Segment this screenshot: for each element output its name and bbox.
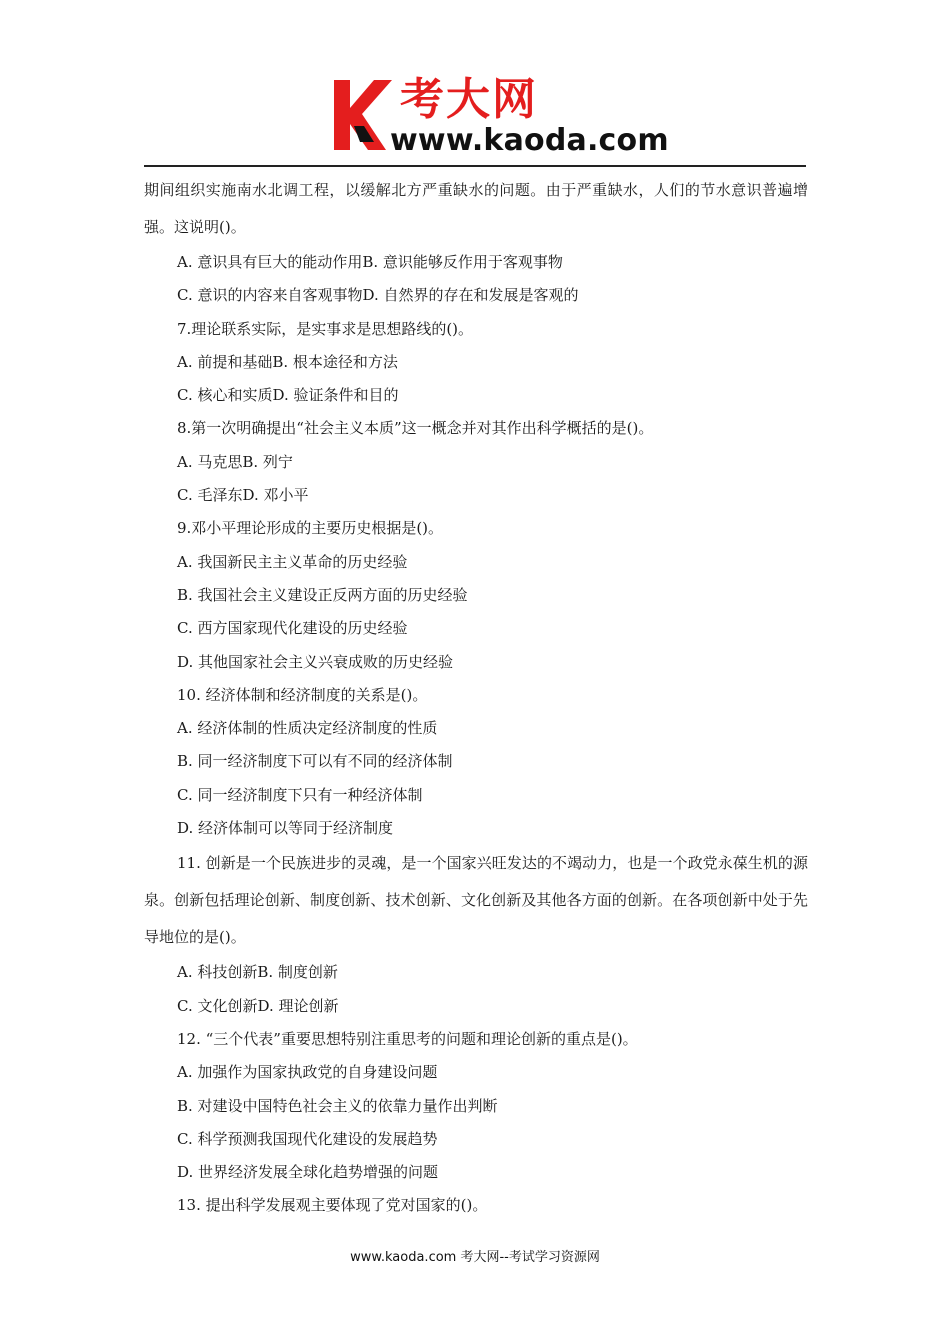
logo-k-icon: [330, 74, 396, 154]
logo-url: www.kaoda.com: [390, 123, 669, 158]
header-divider: [144, 165, 806, 167]
question-12-option-b: B. 对建设中国特色社会主义的依靠力量作出判断: [177, 1096, 498, 1115]
question-9-option-d: D. 其他国家社会主义兴衰成败的历史经验: [177, 652, 454, 671]
question-10-option-a: A. 经济体制的性质决定经济制度的性质: [177, 719, 438, 738]
question-10-option-b: B. 同一经济制度下可以有不同的经济体制: [177, 752, 453, 771]
question-12-option-c: C. 科学预测我国现代化建设的发展趋势: [177, 1129, 438, 1148]
question-6-stem-continued: 期间组织实施南水北调工程，以缓解北方严重缺水的问题。由于严重缺水，人们的节水意识普遍增强。这说明()。: [144, 181, 808, 236]
question-7-options-cd: C. 核心和实质D. 验证条件和目的: [177, 386, 399, 405]
question-8-options-ab: A. 马克思B. 列宁: [177, 452, 293, 471]
question-11-options-ab: A. 科技创新B. 制度创新: [177, 963, 338, 982]
question-10-option-c: C. 同一经济制度下只有一种经济体制: [177, 785, 423, 804]
question-7-stem: 7.理论联系实际，是实事求是思想路线的()。: [177, 319, 474, 338]
question-7-options-ab: A. 前提和基础B. 根本途径和方法: [177, 352, 398, 371]
question-12-stem: 12. “三个代表”重要思想特别注重思考的问题和理论创新的重点是()。: [177, 1029, 638, 1048]
question-11-options-cd: C. 文化创新D. 理论创新: [177, 996, 339, 1015]
page-footer: www.kaoda.com 考大网--考试学习资源网: [350, 1250, 600, 1265]
question-9-stem: 9.邓小平理论形成的主要历史根据是()。: [177, 519, 444, 538]
question-12-option-d: D. 世界经济发展全球化趋势增强的问题: [177, 1163, 439, 1182]
question-6-options-ab: A. 意识具有巨大的能动作用B. 意识能够反作用于客观事物: [177, 253, 563, 271]
question-9-option-c: C. 西方国家现代化建设的历史经验: [177, 619, 408, 638]
question-9-option-a: A. 我国新民主主义革命的历史经验: [177, 552, 408, 571]
question-10-option-d: D. 经济体制可以等同于经济制度: [177, 819, 394, 838]
question-13-stem: 13. 提出科学发展观主要体现了党对国家的()。: [177, 1196, 488, 1215]
question-8-stem: 8.第一次明确提出“社会主义本质”这一概念并对其作出科学概括的是()。: [177, 419, 654, 438]
question-9-option-b: B. 我国社会主义建设正反两方面的历史经验: [177, 585, 468, 604]
question-11-stem: 11. 创新是一个民族进步的灵魂，是一个国家兴旺发达的不竭动力，也是一个政党永葆生机的源泉。创新包括理论创新、制度创新、技术创新、文化创新及其他各方面的创新。在各项创新中处于先导地位的是()。: [144, 854, 808, 947]
site-logo: [330, 74, 669, 164]
document-body: [144, 172, 808, 1223]
question-12-option-a: A. 加强作为国家执政党的自身建设问题: [177, 1063, 438, 1082]
logo-chinese-name: 考大网: [400, 74, 538, 125]
question-6-options-cd: C. 意识的内容来自客观事物D. 自然界的存在和发展是客观的: [177, 286, 579, 305]
question-8-options-cd: C. 毛泽东D. 邓小平: [177, 486, 309, 505]
question-10-stem: 10. 经济体制和经济制度的关系是()。: [177, 685, 428, 704]
